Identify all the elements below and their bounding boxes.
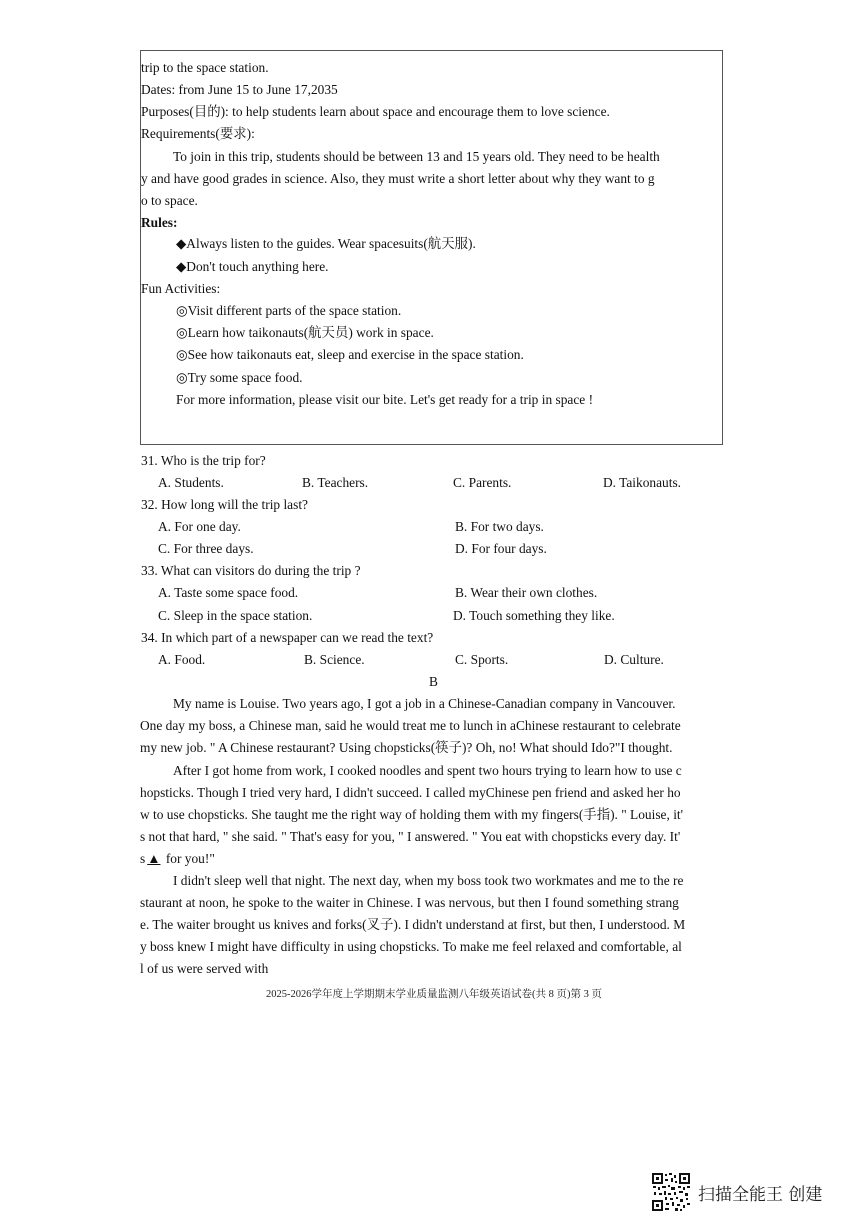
- notice-requirement-text: y and have good grades in science. Also, they must write a short letter about why they want to g: [141, 171, 655, 186]
- passage-line: After I got home from work, I cooked noodles and spent two hours trying to learn how to use c: [173, 763, 682, 778]
- notice-fun-item: ◎Visit different parts of the space station.: [176, 303, 402, 318]
- passage-line: e. The waiter brought us knives and forks(叉子). I didn't understand at first, but then, I understood. M: [140, 917, 686, 932]
- passage-line: w to use chopsticks. She taught me the right way of holding them with my fingers(手指). " Louise, it': [140, 807, 684, 822]
- option-d: D. For four days.: [455, 541, 547, 556]
- option-c: C. Parents.: [453, 475, 512, 490]
- question-32: 32. How long will the trip last?: [141, 497, 308, 512]
- passage-line: I didn't sleep well that night. The next day, when my boss took two workmates and me to the re: [173, 873, 684, 888]
- page-footer: 2025-2026学年度上学期期末学业质量监测八年级英语试卷(共 8 页)第 3 页: [266, 989, 602, 1000]
- notice-rule-item: ◆Always listen to the guides. Wear spacesuits(航天服).: [176, 236, 476, 251]
- passage-line: One day my boss, a Chinese man, said he would treat me to lunch in aChinese restaurant to celebrate: [140, 718, 681, 733]
- blank-marker-icon: ▲: [147, 851, 161, 866]
- notice-requirements-label: Requirements(要求):: [141, 126, 255, 141]
- scanner-watermark: [650, 1172, 850, 1212]
- notice-fun-item: ◎See how taikonauts eat, sleep and exercise in the space station.: [176, 347, 524, 362]
- passage-text: for you!": [162, 851, 215, 866]
- notice-requirement-text: o to space.: [141, 193, 198, 208]
- question-33: 33. What can visitors do during the trip ?: [141, 563, 361, 578]
- option-a: A. For one day.: [158, 519, 241, 534]
- notice-fun-item: ◎Learn how taikonauts(航天员) work in space.: [176, 325, 434, 340]
- option-a: A. Food.: [158, 652, 206, 667]
- option-a: A. Students.: [158, 475, 224, 490]
- qr-code-icon: [652, 1173, 690, 1211]
- option-b: B. Science.: [304, 652, 365, 667]
- passage-line: [140, 848, 730, 870]
- passage-line: my new job. " A Chinese restaurant? Using chopsticks(筷子)? Oh, no! What should Ido?"I thought.: [140, 740, 673, 755]
- scanner-label: 扫描全能王 创建: [698, 1185, 823, 1205]
- passage-line: y boss knew I might have difficulty in using chopsticks. To make me feel relaxed and comfortable, al: [140, 939, 682, 954]
- option-b: B. For two days.: [455, 519, 544, 534]
- question-31: 31. Who is the trip for?: [141, 453, 266, 468]
- option-c: C. For three days.: [158, 541, 254, 556]
- notice-fun-item: ◎Try some space food.: [176, 370, 303, 385]
- passage-line: staurant at noon, he spoke to the waiter in Chinese. I was nervous, but then I found something strang: [140, 895, 679, 910]
- option-a: A. Taste some space food.: [158, 585, 299, 600]
- notice-fun-label: Fun Activities:: [141, 281, 221, 296]
- notice-rules-label: Rules:: [141, 215, 178, 230]
- notice-line: trip to the space station.: [141, 60, 269, 75]
- notice-more-info: For more information, please visit our bite. Let's get ready for a trip in space !: [176, 392, 594, 407]
- option-d: D. Touch something they like.: [453, 608, 615, 623]
- option-b: B. Teachers.: [302, 475, 369, 490]
- option-c: C. Sleep in the space station.: [158, 608, 313, 623]
- option-d: D. Taikonauts.: [603, 475, 682, 490]
- notice-requirement-text: To join in this trip, students should be between 13 and 15 years old. They need to be health: [173, 149, 660, 164]
- notice-dates: Dates: from June 15 to June 17,2035: [141, 82, 338, 97]
- question-34: 34. In which part of a newspaper can we read the text?: [141, 630, 434, 645]
- notice-rule-item: ◆Don't touch anything here.: [176, 259, 329, 274]
- passage-line: hopsticks. Though I tried very hard, I didn't succeed. I called myChinese pen friend and asked her ho: [140, 785, 681, 800]
- passage-line: l of us were served with: [140, 961, 269, 976]
- section-heading: B: [429, 674, 438, 689]
- passage-line: s not that hard, " she said. " That's easy for you, " I answered. " You eat with chopsticks every day. It': [140, 829, 681, 844]
- passage-line: My name is Louise. Two years ago, I got a job in a Chinese-Canadian company in Vancouver.: [173, 696, 676, 711]
- notice-purposes: Purposes(目的): to help students learn about space and encourage them to love science.: [141, 104, 610, 119]
- option-b: B. Wear their own clothes.: [455, 585, 598, 600]
- option-c: C. Sports.: [455, 652, 509, 667]
- passage-text: s: [140, 851, 146, 866]
- option-d: D. Culture.: [604, 652, 664, 667]
